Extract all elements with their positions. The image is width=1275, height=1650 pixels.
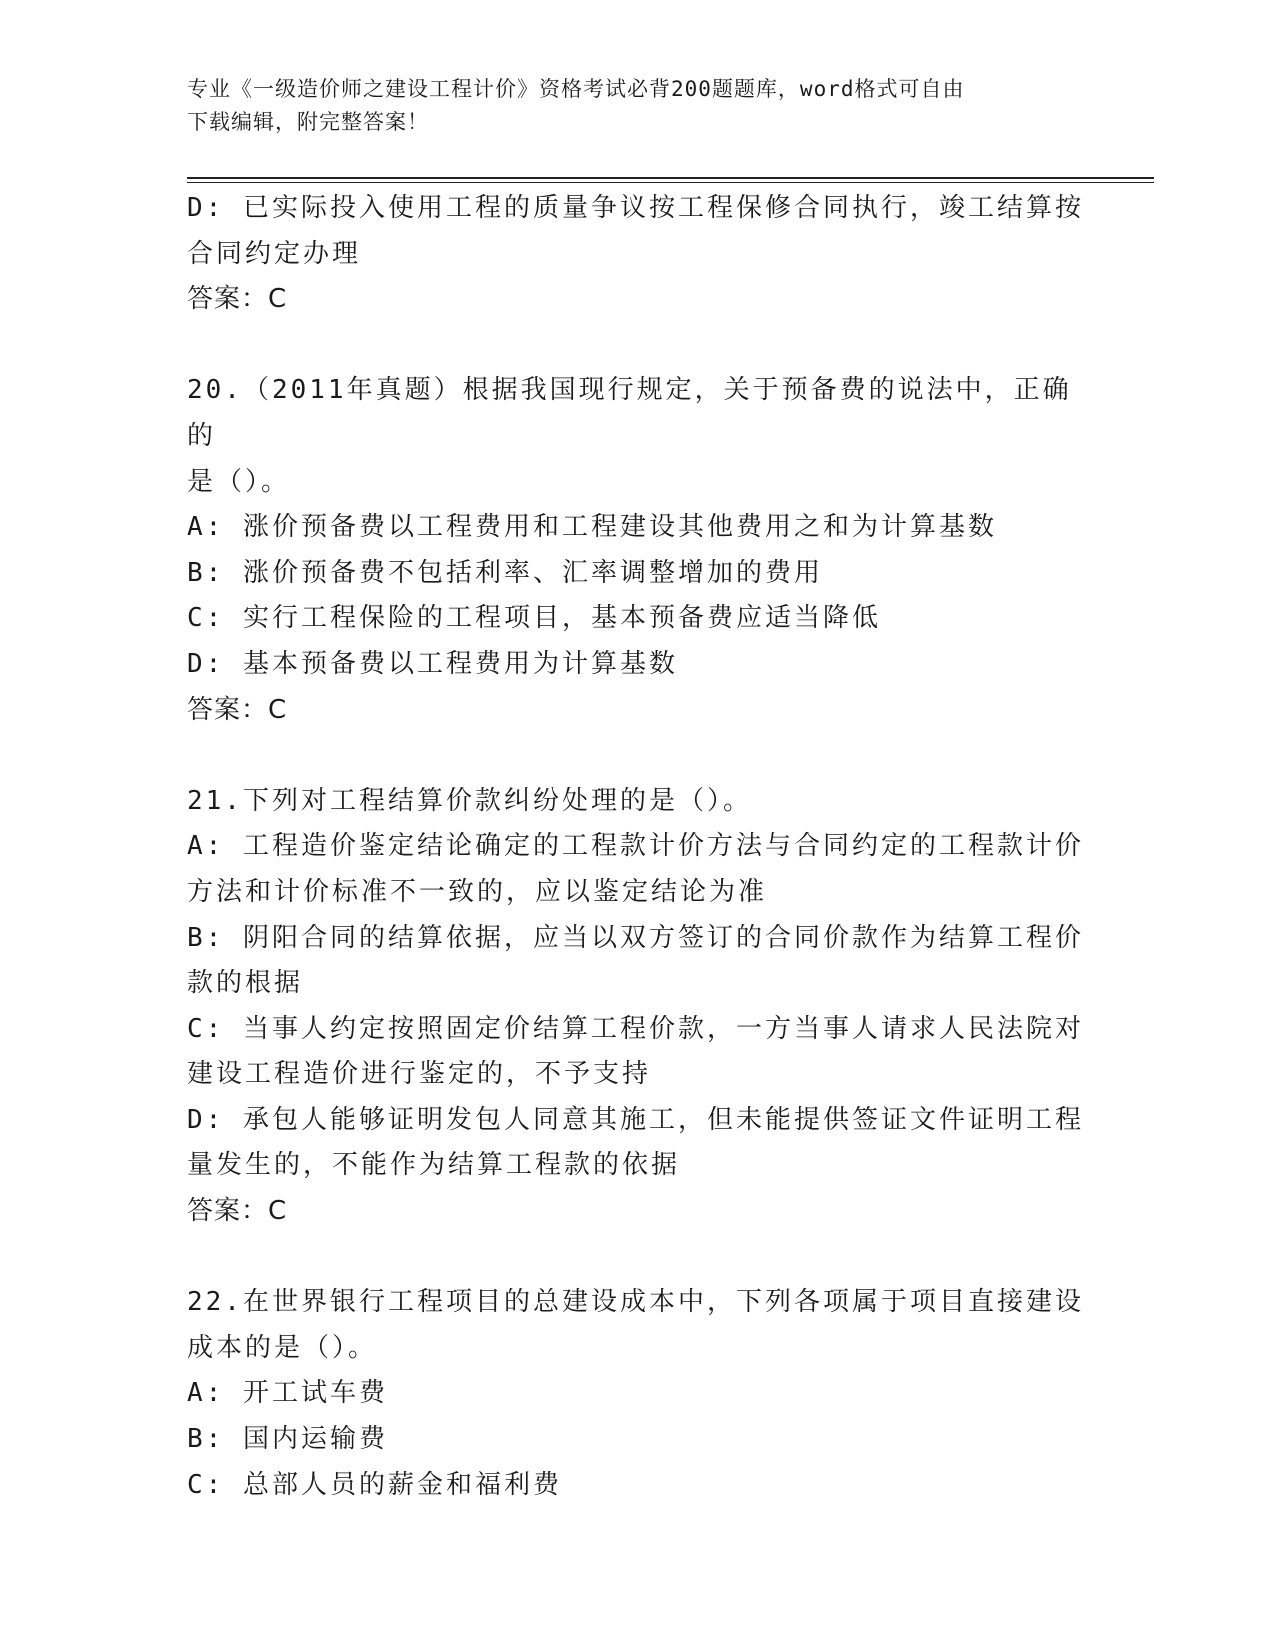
question-20 <box>187 368 1087 733</box>
q21-option-b-line-1: B: 阴阳合同的结算依据，应当以双方签订的合同价款作为结算工程价 <box>187 922 1084 953</box>
q19-option-d-line-1: D: 已实际投入使用工程的质量争议按工程保修合同执行，竣工结算按 <box>187 193 1084 223</box>
q20-option-a: A: 涨价预备费以工程费用和工程建设其他费用之和为计算基数 <box>187 512 997 543</box>
q20-option-d: D: 基本预备费以工程费用为计算基数 <box>187 648 678 679</box>
q21-option-c-line-2: 建设工程造价进行鉴定的，不予支持 <box>187 1059 652 1090</box>
q21-answer: 答案：C <box>187 1196 288 1227</box>
header-divider-thin <box>187 182 1154 183</box>
q21-option-b-line-2: 款的根据 <box>187 968 304 999</box>
q21-option-c-line-1: C: 当事人约定按照固定价结算工程价款，一方当事人请求人民法院对 <box>187 1013 1084 1044</box>
q20-answer: 答案：C <box>187 694 288 725</box>
spacer <box>187 1235 1087 1281</box>
q21-option-d-line-1: D: 承包人能够证明发包人同意其施工，但未能提供签证文件证明工程 <box>187 1104 1084 1135</box>
q22-option-b: B: 国内运输费 <box>187 1424 388 1455</box>
q22-stem-line-1: 22.在世界银行工程项目的总建设成本中，下列各项属于项目直接建设 <box>187 1287 1084 1318</box>
q21-option-a-line-1: A: 工程造价鉴定结论确定的工程款计价方法与合同约定的工程款计价 <box>187 831 1084 862</box>
q20-option-b: B: 涨价预备费不包括利率、汇率调整增加的费用 <box>187 557 823 588</box>
q20-stem-line-1: 20.（2011年真题）根据我国现行规定，关于预备费的说法中，正确的 <box>187 375 1072 451</box>
q21-stem: 21.下列对工程结算价款纠纷处理的是（）。 <box>187 785 752 816</box>
header-line-2: 下载编辑，附完整答案！ <box>187 110 429 134</box>
question-19-tail <box>187 186 1087 323</box>
q22-option-a: A: 开工试车费 <box>187 1378 388 1409</box>
document-body <box>187 186 1087 1508</box>
q22-stem-line-2: 成本的是（）。 <box>187 1332 378 1363</box>
q20-stem-line-2: 是（）。 <box>187 466 291 497</box>
question-21 <box>187 779 1087 1235</box>
q20-option-c: C: 实行工程保险的工程项目，基本预备费应适当降低 <box>187 603 881 634</box>
spacer <box>187 733 1087 779</box>
spacer <box>187 323 1087 369</box>
q19-option-d-line-2: 合同约定办理 <box>187 238 362 269</box>
header-line-1: 专业《一级造价师之建设工程计价》资格考试必背200题题库，word格式可自由 <box>187 77 965 101</box>
q22-option-c: C: 总部人员的薪金和福利费 <box>187 1469 562 1500</box>
header-divider-thick <box>187 177 1154 179</box>
q19-answer: 答案：C <box>187 284 288 315</box>
document-header <box>187 73 1077 139</box>
q21-option-a-line-2: 方法和计价标准不一致的，应以鉴定结论为准 <box>187 876 768 907</box>
q21-option-d-line-2: 量发生的，不能作为结算工程款的依据 <box>187 1150 681 1181</box>
question-22 <box>187 1280 1087 1508</box>
